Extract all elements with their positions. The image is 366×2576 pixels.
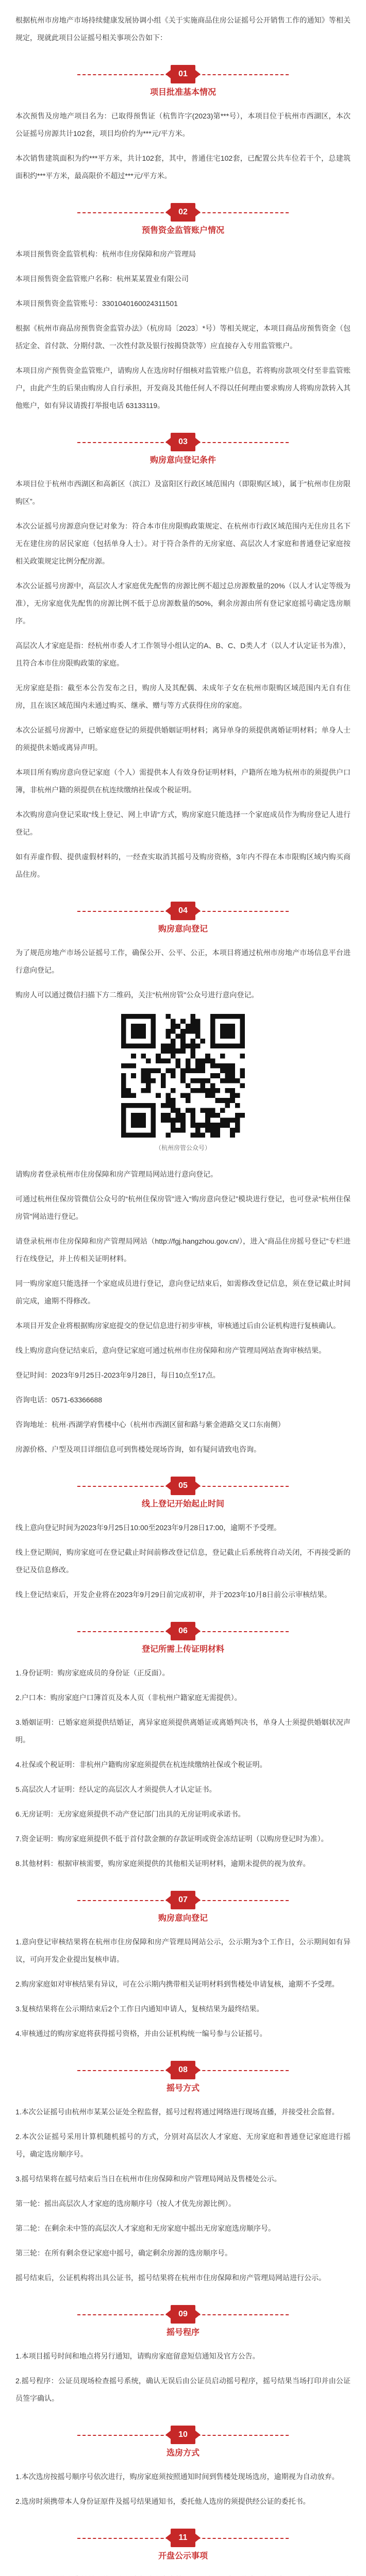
- intro-paragraph: 根据杭州市房地产市场持续健康发展协调小组《关于实施商品住房公证摇号公开销售工作的通知》等相关规定，现就此项目公证摇号相关事项公告如下：: [15, 16, 351, 42]
- list-item: 1.本次选房按摇号顺序号依次进行，购房家庭须按照通知时间到售楼处现场选房，逾期视为自动放弃。: [15, 2472, 339, 2481]
- paragraph: 本项目预售资金监管机构：杭州市住房保障和房产管理局: [15, 250, 196, 258]
- list-item: 7.资金证明：购房家庭须提供不低于首付款金额的存款证明或资金冻结证明（以购房登记时为准）。: [15, 1835, 328, 1843]
- section-header-7: [15, 1891, 351, 1924]
- list-item: 2.摇号程序：公证员现场检查摇号系统，确认无误后由公证员启动摇号程序，摇号结果当场打印并由公证员签字确认。: [15, 2377, 351, 2402]
- section-title: 购房意向登记: [158, 925, 208, 934]
- section-number-badge: 02: [171, 203, 195, 222]
- paragraph: 可通过杭州住保房管微信公众号的“杭州住保房管”进入“购房意向登记”模块进行登记，也可登录“杭州住保房管”网站进行登记。: [15, 1195, 351, 1221]
- paragraph: 同一购房家庭只能选择一个家庭成员进行登记，意向登记结束后，如需修改登记信息，须在登记截止时间前完成，逾期不得修改。: [15, 1279, 351, 1305]
- section-title: 购房意向登记条件: [149, 456, 217, 465]
- list-item: 2.本次公证摇号采用计算机随机摇号的方式，分别对高层次人才家庭、无房家庭和普通登记家庭进行摇号，确定选房顺序号。: [15, 2132, 351, 2158]
- list-item: 2.选房时须携带本人身份证原件及摇号结果通知书，委托他人选房的须提供经公证的委托书。: [15, 2497, 310, 2505]
- qr-code-block: [15, 1014, 351, 1152]
- section-number-badge: 04: [171, 902, 195, 920]
- list-item: 第三轮：在所有剩余登记家庭中摇号，确定剩余房源的选房顺序号。: [15, 2249, 232, 2257]
- list-item: 3.婚姻证明：已婚家庭须提供结婚证，离异家庭须提供离婚证或离婚判决书，单身人士须提供婚姻状况声明。: [15, 1718, 351, 1744]
- list-item: 5.高层次人才证明：经认定的高层次人才须提供人才认定证书。: [15, 1785, 217, 1793]
- paragraph: 本次公证摇号房源中，高层次人才家庭优先配售的房源比例不超过总房源数量的20%（以人才认定等级为准），无房家庭优先配售的房源比例不低于总房源数量的50%，剩余房源由所有登记家庭摇号确定选房顺序。: [15, 582, 351, 625]
- paragraph: [15, 2571, 351, 2576]
- section-header-3: [15, 433, 351, 466]
- paragraph: 本项目预售资金监管账号：3301040160024311501: [15, 299, 178, 308]
- section-header-1: [15, 65, 351, 98]
- section-header-11: [15, 2529, 351, 2562]
- qr-caption: （杭州房管公众号）: [155, 1144, 211, 1151]
- paragraph: 高层次人才家庭是指：经杭州市委人才工作领导小组认定的A、B、C、D类人才（以人才认定证书为准），且符合本市住房限购政策的家庭。: [15, 641, 351, 667]
- paragraph: 线上登记期间，购房家庭可在登记截止时间前修改登记信息，登记截止后系统将自动关闭，不再接受新的登记及信息修改。: [15, 1548, 351, 1574]
- list-item: 2.户口本：购房家庭户口簿首页及本人页（非杭州户籍家庭无需提供）。: [15, 1693, 242, 1702]
- section-header-10: [15, 2426, 351, 2459]
- section-title: 购房意向登记: [158, 1914, 208, 1923]
- section-header-9: [15, 2305, 351, 2338]
- paragraph: 本项目所有购房意向登记家庭（个人）需提供本人有效身份证明材料，户籍所在地为杭州市的须提供户口簿，非杭州户籍的须提供在杭连续缴纳社保或个税证明。: [15, 768, 351, 794]
- paragraph: 线上登记结束后，开发企业将在2023年9月29日前完成初审，并于2023年10月8日前公示审核结果。: [15, 1590, 332, 1599]
- paragraph: 购房人可以通过微信扫描下方二维码，关注“杭州房管”公众号进行意向登记。: [15, 991, 259, 999]
- list-item: 3.复核结果将在公示期结束后2个工作日内通知申请人，复核结果为最终结果。: [15, 2005, 264, 2013]
- section-number-badge: 01: [171, 65, 195, 83]
- paragraph: 请登录杭州市住房保障和房产管理局网站（http://fgj.hangzhou.gov.cn/），进入“商品住房摇号登记”专栏进行在线登记，并上传相关证明材料。: [15, 1237, 351, 1263]
- list-item: 第二轮：在剩余未中签的高层次人才家庭和无房家庭中摇出无房家庭选房顺序号。: [15, 2224, 275, 2232]
- section-number-badge: 09: [171, 2305, 195, 2324]
- section-number-badge: 11: [171, 2529, 195, 2547]
- section-header-8: [15, 2061, 351, 2094]
- paragraph: 请购房者登录杭州市住房保障和房产管理局网站进行意向登记。: [15, 1170, 218, 1178]
- registration-time: 登记时间：2023年9月25日-2023年9月28日，每日10点至17点。: [15, 1371, 220, 1379]
- list-item: 8.其他材料：根据审核需要，购房家庭须提供的其他相关证明材料，逾期未提供的视为放弃。: [15, 1859, 310, 1868]
- paragraph: 本次公证摇号房源意向登记对象为：符合本市住房限购政策规定、在杭州市行政区域范围内无住房且名下无在建住房的居民家庭（包括单身人士）。对于符合条件的无房家庭、高层次人才家庭和普通登记家庭按相关政策规定比例分配房源。: [15, 522, 351, 565]
- paragraph: 本次销售建筑面积为约***平方米，共计102套，其中，普通住宅102套，已配置公共车位若干个，总建筑面积约***平方米，最高限价不超过***元/平方米。: [15, 154, 351, 180]
- paragraph: 本次预售及房地产项目名为：已取得预售证（杭售许字(2023)第***号），本项目位于杭州市西湖区，本次公证摇号房源共计102套，项目均价约为***元/平方米。: [15, 112, 351, 138]
- paragraph: 线上购房意向登记结束后，意向登记家庭可通过杭州市住房保障和房产管理局网站查询审核结果。: [15, 1346, 326, 1354]
- section-number-badge: 07: [171, 1891, 195, 1909]
- paragraph: 本次购房意向登记采取“线上登记、网上申请”方式，购房家庭只能选择一个家庭成员作为购房登记人进行登记。: [15, 810, 351, 836]
- paragraph: 本次公证摇号房源中，已婚家庭登记的须提供婚姻证明材料；离异单身的须提供离婚证明材料；单身人士的须提供未婚或离异声明。: [15, 726, 351, 752]
- section-number-badge: 10: [171, 2426, 195, 2444]
- section-title: 登记所需上传证明材料: [141, 1645, 225, 1654]
- list-item: 第一轮：摇出高层次人才家庭的选房顺序号（按人才优先房源比例）。: [15, 2199, 236, 2208]
- list-item: 1.意向登记审核结果将在杭州市住房保障和房产管理局网站公示，公示期为3个工作日，公示期间如有异议，可向开发企业提出复核申请。: [15, 1938, 351, 1963]
- section-title: 开盘公示事项: [158, 2552, 208, 2561]
- list-item: 摇号结束后，公证机构将出具公证书，摇号结果将在杭州市住房保障和房产管理局网站进行公示。: [15, 2274, 326, 2282]
- section-title: 摇号方式: [166, 2084, 200, 2093]
- section-number-badge: 05: [171, 1477, 195, 1495]
- section-title: 选房方式: [166, 2449, 200, 2458]
- list-item: 1.本项目摇号时间和地点将另行通知，请购房家庭留意短信通知及官方公告。: [15, 2352, 260, 2360]
- list-item: 6.无房证明：无房家庭须提供不动产登记部门出具的无房证明或承诺书。: [15, 1810, 245, 1818]
- qr-code-icon[interactable]: [121, 1014, 245, 1138]
- list-item: 1.身份证明：购房家庭成员的身份证（正反面）。: [15, 1669, 170, 1677]
- section-header-5: [15, 1477, 351, 1510]
- section-title: 线上登记开始起止时间: [141, 1500, 225, 1509]
- section-title: 预售资金监管账户情况: [141, 226, 225, 235]
- list-item: 4.审核通过的购房家庭将获得摇号资格，并由公证机构统一编号参与公证摇号。: [15, 2029, 267, 2038]
- paragraph: 房源价格、户型及项目详细信息可到售楼处现场咨询，如有疑问请致电咨询。: [15, 1445, 261, 1453]
- section-title: 项目批准基本情况: [149, 88, 217, 97]
- section-number-badge: 03: [171, 433, 195, 451]
- paragraph: 本项目位于杭州市西湖区和高新区（滨江）及富阳区行政区域范围内（即限购区域），属于“杭州市住房限购区”。: [15, 480, 351, 505]
- section-title: 摇号程序: [166, 2328, 200, 2337]
- paragraph: 本项目开发企业将根据购房家庭提交的登记信息进行初步审核，审核通过后由公证机构进行复核确认。: [15, 1321, 340, 1330]
- paragraph: 根据《杭州市商品房预售资金监管办法》（杭房局〔2023〕*号）等相关规定，本项目商品房预售资金（包括定金、首付款、分期付款、一次性付款及银行按揭贷款等）应直接存入专用监管账户。: [15, 324, 351, 350]
- list-item: 2.购房家庭如对审核结果有异议，可在公示期内携带相关证明材料到售楼处申请复核，逾期不予受理。: [15, 1980, 339, 1988]
- paragraph: 如有弄虚作假、提供虚假材料的，一经查实取消其摇号及购房资格，3年内不得在本市限购区域内购买商品住房。: [15, 853, 351, 878]
- section-header-6: [15, 1622, 351, 1655]
- paragraph: 线上意向登记时间为2023年9月25日10:00至2023年9月28日17:00，逾期不予受理。: [15, 1523, 281, 1532]
- paragraph: 本项目房产预售资金监管账户，请购房人在选房时仔细核对监管账户信息，若将购房款项交付至非监管账户，由此产生的后果由购房人自行承担，开发商及其他任何人不得以任何理由要求购房人将购房款转入其他账户，如有异议请拨打举报电话 63133119。: [15, 366, 351, 410]
- section-number-badge: 08: [171, 2061, 195, 2079]
- paragraph: 为了规范房地产市场公证摇号工作，确保公开、公平、公正，本项目将通过杭州市房地产市场信息平台进行意向登记。: [15, 948, 351, 974]
- paragraph: 本项目预售资金监管账户名称：杭州某某置业有限公司: [15, 275, 189, 283]
- list-item: 4.社保或个税证明：非杭州户籍购房家庭须提供在杭连续缴纳社保或个税证明。: [15, 1760, 267, 1769]
- list-item: 1.本次公证摇号由杭州市某某公证处全程监督，摇号过程将通过网络进行现场直播，并接受社会监督。: [15, 2108, 339, 2116]
- section-header-2: [15, 203, 351, 236]
- paragraph: 咨询地址：杭州·西湖学府售楼中心（杭州市西湖区留和路与紫金港路交叉口东南侧）: [15, 1420, 285, 1429]
- consult-phone: 咨询电话：0571-63366688: [15, 1396, 103, 1404]
- paragraph: 无房家庭是指：截至本公告发布之日，购房人及其配偶、未成年子女在杭州市限购区域范围内无自有住房，且在该区域范围内未通过购买、继承、赠与等方式获得住房的家庭。: [15, 684, 351, 709]
- section-number-badge: 06: [171, 1622, 195, 1640]
- section-header-4: [15, 902, 351, 935]
- list-item: 3.摇号结果将在摇号结束后当日在杭州市住房保障和房产管理局网站及售楼处公示。: [15, 2175, 281, 2183]
